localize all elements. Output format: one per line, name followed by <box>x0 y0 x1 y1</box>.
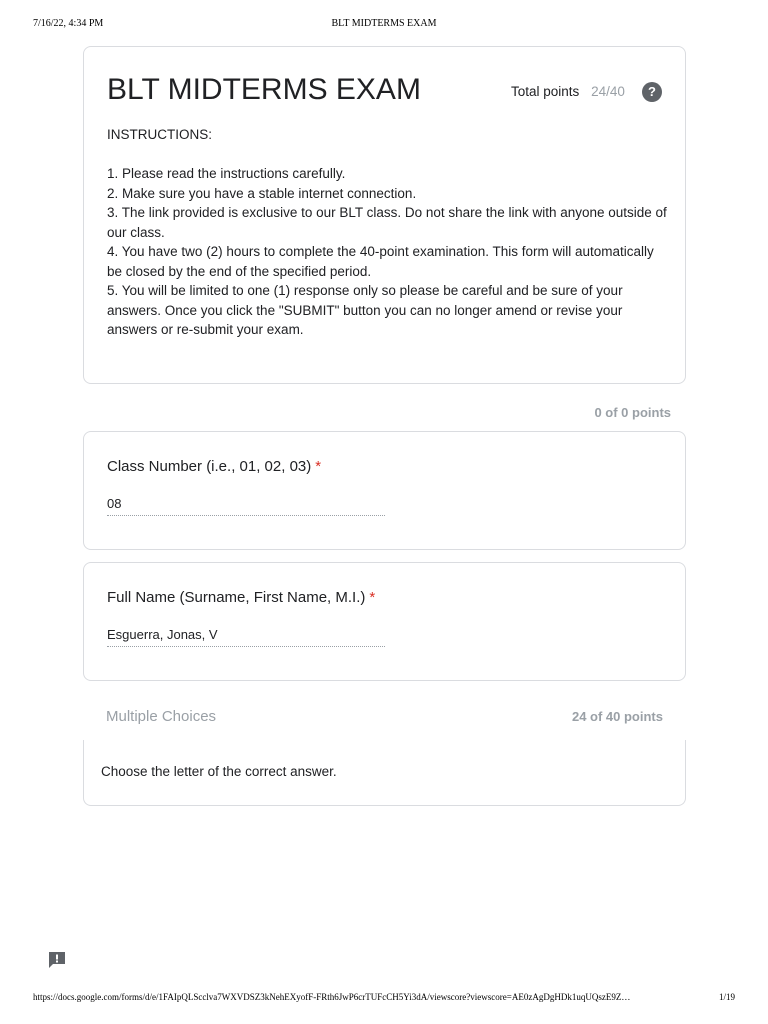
form-header-card <box>83 46 686 384</box>
total-points <box>511 84 625 99</box>
feedback-icon[interactable] <box>47 950 67 970</box>
print-footer <box>0 992 768 1006</box>
instruction-item: 5. You will be limited to one (1) response only so please be careful and be sure of your answers. Once you click the "SUBMIT" button you can no longer amend or revise your answers or re-submit your exam. <box>107 283 623 337</box>
question-title <box>107 458 321 475</box>
section-points: 24 of 40 points <box>571 709 663 724</box>
required-marker: * <box>315 458 322 475</box>
question-title-text: Full Name (Surname, First Name, M.I.) <box>107 589 366 606</box>
question-title <box>107 589 375 606</box>
print-url: https://docs.google.com/forms/d/e/1FAIpQLScclva7WXVDSZ3kNehEXyofF-FRth6JwP6crTUFcCH5Yi3dA/viewscore?viewscore=AE0zAgDgHDk1uqUQszE9Z… <box>33 992 631 1002</box>
total-points-label: Total points <box>511 84 580 99</box>
question-card-class-number <box>83 431 686 550</box>
print-datetime: 7/16/22, 4:34 PM <box>33 18 104 29</box>
instruction-item: 1. Please read the instructions carefully. <box>107 166 346 181</box>
print-title: BLT MIDTERMS EXAM <box>331 18 437 29</box>
question-card-full-name <box>83 562 686 681</box>
instruction-item: 2. Make sure you have a stable internet connection. <box>107 185 417 201</box>
form-title: BLT MIDTERMS EXAM <box>107 73 421 106</box>
section-points: 0 of 0 points <box>594 405 671 420</box>
instruction-item: 4. You have two (2) hours to complete the 40-point examination. This form will automatically be closed by the end of the specified period. <box>107 244 654 279</box>
section-title: Multiple Choices <box>106 708 217 725</box>
section-header-multiple-choices <box>83 700 686 736</box>
answer-field: 08 <box>107 496 385 516</box>
help-icon[interactable]: ? <box>642 82 662 102</box>
print-header <box>0 18 768 32</box>
required-marker: * <box>369 589 376 606</box>
instructions-heading: INSTRUCTIONS: <box>107 127 213 142</box>
total-points-value: 24/40 <box>591 84 625 99</box>
page-number: 1/19 <box>718 992 735 1002</box>
section-description-card <box>83 740 686 806</box>
answer-field: Esguerra, Jonas, V <box>107 627 385 647</box>
section-description: Choose the letter of the correct answer. <box>101 764 337 779</box>
question-title-text: Class Number (i.e., 01, 02, 03) <box>107 458 312 475</box>
form-instructions <box>107 125 667 340</box>
instruction-item: 3. The link provided is exclusive to our BLT class. Do not share the link with anyone outside of our class. <box>107 205 667 240</box>
